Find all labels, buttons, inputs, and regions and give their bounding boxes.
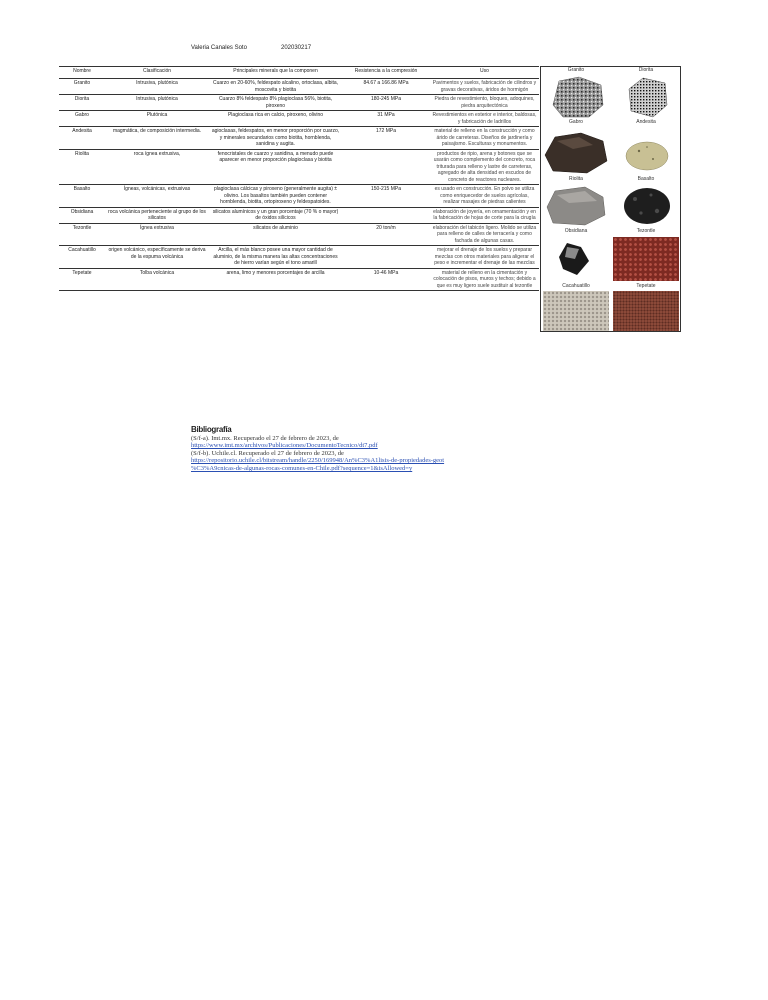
bibliography-title: Bibliografía bbox=[191, 425, 232, 434]
usage: material de relleno en la cimentación y colocación de pisos, muros y techos; debido a que es muy ligero suele sustituir al tezontle bbox=[430, 268, 539, 291]
reference-1: (S/f-a). Imt.mx. Recuperado el 27 de febrero de 2023, de bbox=[191, 434, 339, 442]
compressive-strength: 31 MPa bbox=[342, 111, 430, 127]
table-row bbox=[59, 223, 539, 246]
reference-2: (S/f-b). Uchile.cl. Recuperado el 27 de febrero de 2023, de bbox=[191, 449, 344, 457]
minerals: silicatos de aluminio bbox=[209, 223, 342, 246]
cacahuatillo-image bbox=[543, 291, 609, 331]
classification: Intrusiva, plutónica bbox=[105, 79, 209, 95]
classification: Plutónica bbox=[105, 111, 209, 127]
table-row bbox=[59, 111, 539, 127]
col-header: Resistencia a la compresión bbox=[342, 67, 430, 79]
caption-tepetate: Tepetate bbox=[636, 283, 656, 289]
compressive-strength bbox=[342, 149, 430, 185]
rock-name: Tepetate bbox=[59, 268, 105, 291]
usage: material de relleno en la construcción y como árido de carreteras. Diseños de jardinería y paisajismo. Esculturas y monumentos. bbox=[430, 127, 539, 150]
table-row bbox=[59, 149, 539, 185]
usage: es usado en construcción. En polvo se utiliza como enriquecedor de suelos agrícolas, realizar masajes de piedras calientes bbox=[430, 185, 539, 208]
col-header: Nombre bbox=[59, 67, 105, 79]
compressive-strength bbox=[342, 207, 430, 223]
minerals: plagioclasa cálcicas y piroxeno (generalmente augita) ± olivino. Los basaltos también pueden contener hornblenda, biotita, ortopiroxeno y feldespatoides. bbox=[209, 185, 342, 208]
table-row bbox=[59, 127, 539, 150]
table-row bbox=[59, 246, 539, 269]
minerals: Plagioclasa rica en calcio, piroxeno, olivino bbox=[209, 111, 342, 127]
compressive-strength bbox=[342, 246, 430, 269]
minerals: agioclasas, feldespatos, en menor proporción por cuarzo, y minerales secundarios como biotita, hornblenda, sanidina y augita. bbox=[209, 127, 342, 150]
classification: Tolba volcánica bbox=[105, 268, 209, 291]
caption-tezontle: Tezontle bbox=[636, 228, 656, 234]
rocks-table bbox=[59, 66, 539, 291]
usage: Pavimentos y suelos, fabricación de cilindros y gravas decorativas, áridos de hormigón bbox=[430, 79, 539, 95]
andesite-image bbox=[623, 137, 671, 173]
rock-name: Gabro bbox=[59, 111, 105, 127]
caption-andesita: Andesita bbox=[636, 119, 656, 125]
compressive-strength: 84.67 a 166.86 MPa bbox=[342, 79, 430, 95]
caption-obsidiana: Obsidiana bbox=[564, 228, 588, 234]
compressive-strength: 172 MPa bbox=[342, 127, 430, 150]
caption-gabro: Gabro bbox=[569, 119, 583, 125]
caption-diorita: Diorita bbox=[638, 67, 654, 73]
tepetate-image bbox=[613, 291, 679, 331]
basalt-image bbox=[621, 185, 673, 227]
classification: roca volcánica perteneciente al grupo de los silicatos bbox=[105, 207, 209, 223]
rock-name: Cacahuatillo bbox=[59, 246, 105, 269]
usage: productos de ripio, arena y botones que se usarán como complemento del concreto, roca triturada para relleno y lastre de carreteras, agregado de alta densidad en escudos de concreto de reactores nucleares. bbox=[430, 149, 539, 185]
author-name: Valeria Canales Soto bbox=[191, 45, 247, 51]
compressive-strength: 20 ton/m bbox=[342, 223, 430, 246]
minerals: Cuarzo en 20-60%, feldespato alcalino, ortoclasa, albita, moscovita y biotita bbox=[209, 79, 342, 95]
table-row bbox=[59, 95, 539, 111]
gabbro-image bbox=[543, 131, 609, 175]
rhyolite-image bbox=[545, 185, 607, 227]
reference-2-link-cont[interactable]: %C3%A9cnicas-de-algunas-rocas-comunes-en-Chile.pdf?sequence=1&isAllowed=y bbox=[191, 464, 413, 472]
rock-name: Riolita bbox=[59, 149, 105, 185]
compressive-strength: 180-245 MPa bbox=[342, 95, 430, 111]
minerals: Cuarzo 8% feldespato 8% plagioclasa 56%, biotita, piroxeno bbox=[209, 95, 342, 111]
col-header: Clasificación bbox=[105, 67, 209, 79]
minerals: silicatos alumínicos y un gran porcentaje (70 % o mayor) de óxidos silícicos bbox=[209, 207, 342, 223]
table-row bbox=[59, 207, 539, 223]
rock-name: Tezontle bbox=[59, 223, 105, 246]
minerals: arena, limo y menores porcentajes de arcilla bbox=[209, 268, 342, 291]
compressive-strength: 150-215 MPa bbox=[342, 185, 430, 208]
col-header: Uso bbox=[430, 67, 539, 79]
usage: elaboración del tabicón ligero. Molido se utiliza para relleno de calles de terracería y como fachada de algunas casas. bbox=[430, 223, 539, 246]
caption-cacahuatillo: Cacahuatillo bbox=[562, 283, 590, 289]
classification: origen volcánico, específicamente se deriva de la espuma volcánica bbox=[105, 246, 209, 269]
usage: mejorar el drenaje de los suelos y preparar mezclas con otros materiales para aligerar el peso e incrementar el drenaje de las mezclas bbox=[430, 246, 539, 269]
table-row bbox=[59, 185, 539, 208]
granite-image bbox=[549, 75, 605, 119]
compressive-strength: 10-46 MPa bbox=[342, 268, 430, 291]
usage: elaboración de joyería, en ornamentación y en la fabricación de hojas de corte para la cirugía bbox=[430, 207, 539, 223]
minerals: fenocristales de cuarzo y sanidina, a menudo puede aparecer en menor proporción plagioclasa y biotita bbox=[209, 149, 342, 185]
caption-basalto: Basalto bbox=[637, 176, 655, 182]
classification: magmática, de composición intermedia. bbox=[105, 127, 209, 150]
diorite-image bbox=[625, 75, 669, 119]
reference-2-link[interactable]: https://repositorio.uchile.cl/bitstream/handle/2250/169948/An%C3%A1lisis-de-propiedades-geot bbox=[191, 457, 445, 465]
table-header-row bbox=[59, 67, 539, 79]
classification: Ígnea extrusiva bbox=[105, 223, 209, 246]
obsidian-image bbox=[555, 239, 595, 279]
rock-name: Diorita bbox=[59, 95, 105, 111]
student-id: 202030217 bbox=[281, 45, 312, 51]
rock-name: Basalto bbox=[59, 185, 105, 208]
usage: Piedra de revestimiento, bloques, adoquines, piedra arquitectónica bbox=[430, 95, 539, 111]
table-row bbox=[59, 79, 539, 95]
caption-granito: Granito bbox=[567, 67, 585, 73]
tezontle-image bbox=[613, 237, 679, 281]
col-header: Principales minerals que la componen bbox=[209, 67, 342, 79]
classification: Ígneas, volcánicas, extrusivas bbox=[105, 185, 209, 208]
minerals: Arcilla, el más blanco posee una mayor cantidad de aluminio, de la misma manera las altas concentraciones de hierro varían según el tono amarill bbox=[209, 246, 342, 269]
rock-name: Andesita bbox=[59, 127, 105, 150]
rock-gallery bbox=[540, 66, 681, 332]
caption-riolita: Riolita bbox=[569, 176, 583, 182]
classification: Intrusiva, plutónica bbox=[105, 95, 209, 111]
table-row bbox=[59, 268, 539, 291]
bibliography bbox=[191, 426, 444, 473]
reference-1-link[interactable]: https://www.imt.mx/archivos/Publicaciones/DocumentoTecnico/dt7.pdf bbox=[191, 442, 378, 450]
rock-name: Obsidiana bbox=[59, 207, 105, 223]
rock-name: Granito bbox=[59, 79, 105, 95]
classification: roca ígnea extrusiva, bbox=[105, 149, 209, 185]
usage: Revestimientos en exterior e interior, baldosas, y fabricación de ladrillos bbox=[430, 111, 539, 127]
